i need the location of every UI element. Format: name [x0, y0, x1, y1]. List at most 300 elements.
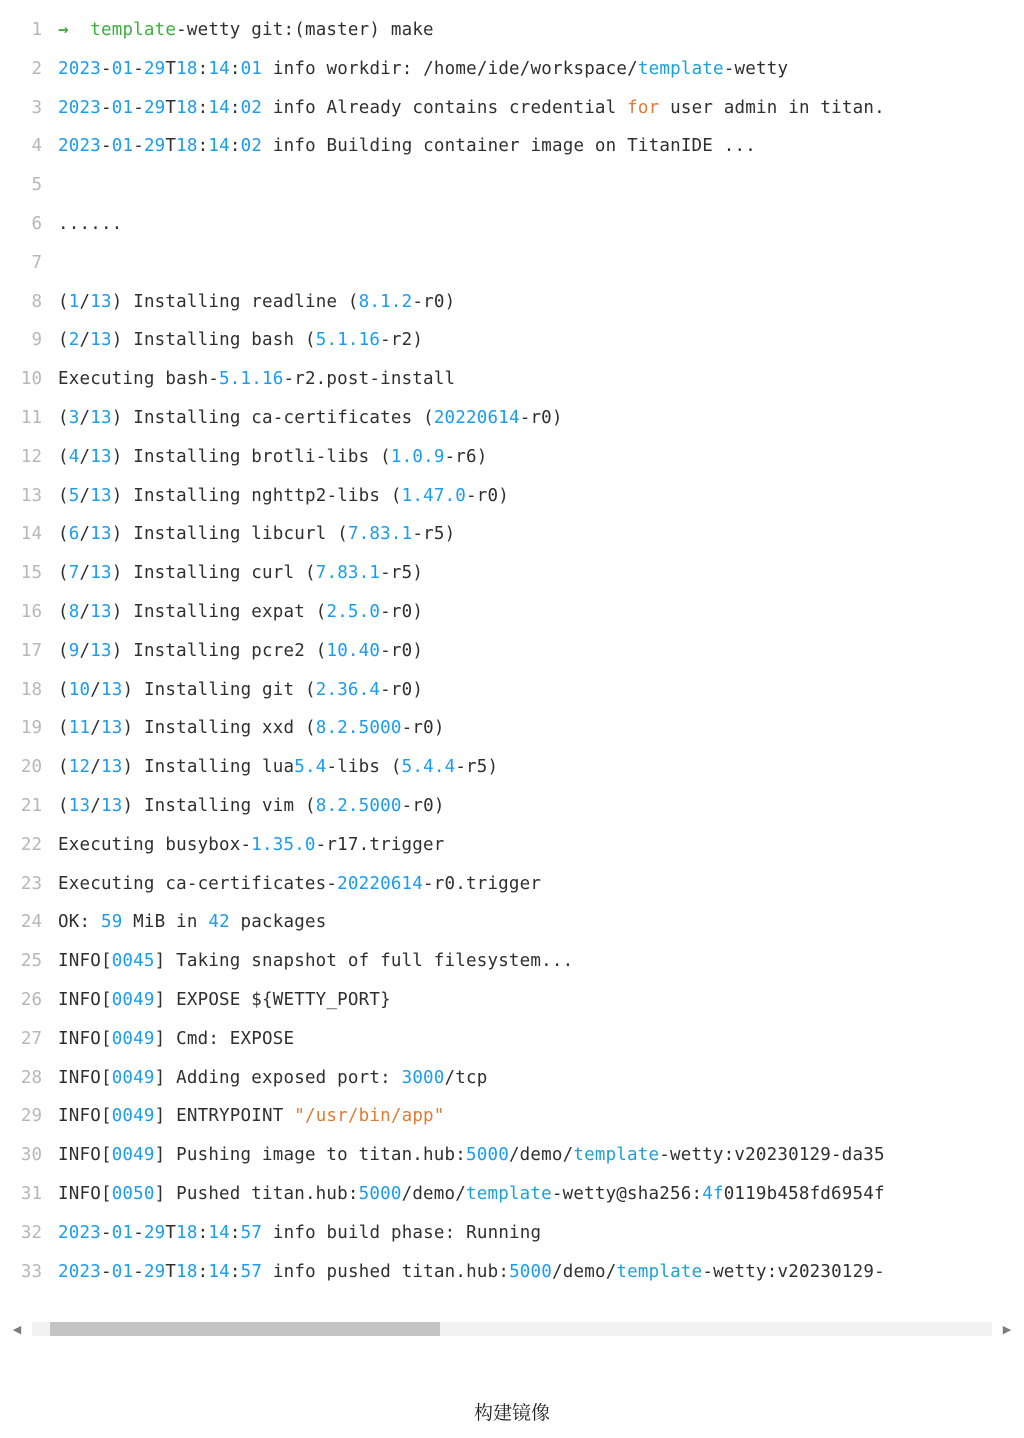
- log-token: /: [90, 679, 101, 700]
- log-token: /demo/: [552, 1261, 617, 1282]
- log-line-text: [58, 718, 1024, 738]
- log-token: 12: [68, 757, 91, 778]
- log-line: [0, 641, 1024, 680]
- log-token: 20220614: [433, 407, 520, 428]
- log-line-text: [58, 447, 1024, 467]
- log-line: [0, 369, 1024, 408]
- log-token: 14: [208, 1261, 230, 1282]
- line-number: 11: [20, 407, 42, 428]
- log-token: /: [90, 795, 101, 816]
- log-token: (: [58, 407, 69, 428]
- log-line: [0, 874, 1024, 913]
- log-token: -wetty git:(master) make: [176, 20, 434, 40]
- log-token: 18: [176, 58, 198, 79]
- log-token: 01: [111, 58, 134, 79]
- log-line-text: [58, 874, 1024, 894]
- log-token: 4: [68, 446, 80, 467]
- log-line-text: [58, 990, 1024, 1010]
- horizontal-scrollbar[interactable]: [0, 1314, 1024, 1344]
- log-token: /: [79, 485, 91, 506]
- line-number: 3: [31, 97, 42, 118]
- log-token: -r5): [412, 524, 456, 545]
- log-token: -: [133, 1222, 144, 1243]
- log-token: T: [165, 136, 177, 157]
- log-token: (: [58, 524, 69, 545]
- log-token: (: [58, 563, 69, 584]
- log-token: INFO[: [58, 1028, 112, 1049]
- log-line: [0, 253, 1024, 292]
- line-number: 18: [20, 679, 42, 700]
- log-token: (: [58, 330, 69, 351]
- log-token: template: [637, 58, 724, 79]
- log-token: 0049: [111, 989, 155, 1010]
- log-line-text: [58, 602, 1024, 622]
- log-token: [69, 20, 90, 40]
- log-token: (: [58, 291, 69, 312]
- log-token: 6: [68, 524, 80, 545]
- line-number: 21: [20, 795, 42, 816]
- log-line-text: [58, 292, 1024, 312]
- log-token: 14: [208, 58, 230, 79]
- log-token: 2.5.0: [326, 601, 381, 622]
- log-token: -r2): [380, 330, 424, 351]
- log-token: -wetty@sha256:: [551, 1183, 703, 1204]
- log-line-text: [58, 214, 1024, 234]
- log-line: [0, 835, 1024, 874]
- log-token: 1.0.9: [390, 446, 445, 467]
- log-token: 2: [68, 330, 80, 351]
- log-line-text: [58, 59, 1024, 79]
- log-line-text: [58, 563, 1024, 583]
- log-token: 01: [111, 136, 134, 157]
- log-token: 13: [90, 601, 112, 622]
- log-line: [0, 486, 1024, 525]
- log-token: 20220614: [337, 873, 424, 894]
- log-token: 0049: [111, 1106, 155, 1127]
- log-line: [0, 718, 1024, 757]
- log-token: 7.83.1: [315, 563, 381, 584]
- line-number: 27: [20, 1028, 42, 1049]
- log-token: 5.4.4: [401, 757, 456, 778]
- log-token: /demo/: [401, 1183, 466, 1204]
- log-token: :: [229, 136, 241, 157]
- log-token: 0050: [111, 1183, 155, 1204]
- scroll-right-arrow-icon[interactable]: ▶: [1002, 1322, 1012, 1336]
- log-token: 0049: [111, 1067, 155, 1088]
- log-token: info Already contains credential: [262, 97, 628, 118]
- log-token: -r6): [444, 446, 488, 467]
- line-number: 23: [20, 873, 42, 894]
- log-token: /: [79, 446, 91, 467]
- log-line-text: [58, 408, 1024, 428]
- log-token: ) Installing git (: [122, 679, 316, 700]
- log-token: -r0): [380, 679, 424, 700]
- log-line-text: [58, 912, 1024, 932]
- line-number: 9: [31, 330, 42, 351]
- log-token: packages: [229, 912, 327, 933]
- log-line: [0, 680, 1024, 719]
- log-token: 18: [176, 97, 198, 118]
- log-token: 18: [176, 1222, 198, 1243]
- log-token: T: [165, 1261, 177, 1282]
- log-line: [0, 1029, 1024, 1068]
- log-token: 2023: [58, 1222, 101, 1243]
- log-token: 1.47.0: [401, 485, 467, 506]
- log-token: :: [229, 1261, 241, 1282]
- log-token: info workdir: /home/ide/workspace/: [262, 58, 638, 79]
- line-number: 2: [31, 58, 42, 79]
- log-token: 13: [90, 446, 112, 467]
- log-line-text: [58, 20, 1024, 40]
- log-line: [0, 912, 1024, 951]
- log-token: 29: [143, 1222, 166, 1243]
- log-token: 01: [111, 97, 134, 118]
- log-token: -r0): [380, 601, 424, 622]
- log-token: 01: [111, 1261, 134, 1282]
- log-line: [0, 136, 1024, 175]
- line-number: 28: [20, 1067, 42, 1088]
- log-token: OK:: [58, 912, 101, 933]
- log-line-text: [58, 369, 1024, 389]
- log-token: :: [197, 1261, 209, 1282]
- log-token: 18: [176, 136, 198, 157]
- log-token: :: [229, 97, 241, 118]
- line-number: 10: [20, 369, 42, 390]
- log-token: Executing busybox-: [58, 834, 252, 855]
- log-token: -r0): [401, 795, 445, 816]
- line-number: 24: [20, 912, 42, 933]
- log-token: ] ENTRYPOINT: [154, 1106, 295, 1127]
- log-token: 0049: [111, 1028, 155, 1049]
- log-token: 10: [68, 679, 91, 700]
- log-token: template: [573, 1145, 660, 1166]
- log-token: 9: [68, 640, 80, 661]
- log-token: ] Pushing image to titan.hub:: [154, 1145, 466, 1166]
- log-token: ) Installing xxd (: [122, 718, 316, 739]
- log-token: -: [100, 136, 112, 157]
- log-token: T: [165, 97, 177, 118]
- log-line: [0, 757, 1024, 796]
- log-token: 10.40: [326, 640, 381, 661]
- log-line: [0, 1106, 1024, 1145]
- scroll-left-arrow-icon[interactable]: ◀: [12, 1322, 22, 1336]
- log-token: Executing ca-certificates-: [58, 873, 338, 894]
- log-token: -r17.trigger: [315, 834, 445, 855]
- log-token: -: [100, 97, 112, 118]
- log-token: -r5): [380, 563, 424, 584]
- line-number: 30: [20, 1145, 42, 1166]
- log-token: Executing bash-: [58, 369, 220, 390]
- log-line-text: [58, 951, 1024, 971]
- log-token: (: [58, 718, 69, 739]
- log-token: /: [79, 330, 91, 351]
- log-token: 13: [68, 795, 91, 816]
- log-token: /: [79, 601, 91, 622]
- log-token: ) Installing expat (: [111, 601, 327, 622]
- log-token: 42: [208, 912, 230, 933]
- log-token: ) Installing vim (: [122, 795, 316, 816]
- log-line-text: [58, 835, 1024, 855]
- line-number: 8: [31, 291, 42, 312]
- log-token: 8: [68, 601, 80, 622]
- line-number: 20: [20, 757, 42, 778]
- log-token: ) Installing curl (: [111, 563, 316, 584]
- log-token: 8.1.2: [358, 291, 413, 312]
- log-token: 5000: [509, 1261, 553, 1282]
- log-token: /: [90, 757, 101, 778]
- log-token: /: [79, 291, 91, 312]
- log-token: -: [133, 136, 144, 157]
- log-token: info Building container image on TitanIDE ...: [262, 136, 756, 157]
- scrollbar-thumb[interactable]: [50, 1322, 440, 1336]
- line-number: 25: [20, 951, 42, 972]
- log-token: -: [133, 97, 144, 118]
- log-token: T: [165, 58, 177, 79]
- log-token: -: [133, 58, 144, 79]
- log-line: [0, 292, 1024, 331]
- line-number: 17: [20, 640, 42, 661]
- log-token: -r0): [401, 718, 445, 739]
- log-line: [0, 1223, 1024, 1262]
- log-token: INFO[: [58, 1067, 112, 1088]
- log-token: -libs (: [326, 757, 402, 778]
- log-token: ) Installing brotli-libs (: [111, 446, 391, 467]
- log-token: 29: [143, 136, 166, 157]
- log-token: "/usr/bin/app": [294, 1106, 445, 1127]
- log-token: -: [100, 1261, 112, 1282]
- log-token: ) Installing pcre2 (: [111, 640, 327, 661]
- log-token: -wetty: [723, 58, 789, 79]
- log-token: 1.35.0: [251, 834, 316, 855]
- log-token: /: [79, 407, 91, 428]
- log-line: [0, 563, 1024, 602]
- line-number: 7: [31, 252, 42, 273]
- log-token: T: [165, 1222, 177, 1243]
- log-token: (: [58, 795, 69, 816]
- log-line: [0, 796, 1024, 835]
- log-line-text: [58, 1029, 1024, 1049]
- log-token: 29: [143, 58, 166, 79]
- log-token: 01: [240, 58, 263, 79]
- log-token: -r5): [455, 757, 499, 778]
- log-line-text: [58, 1068, 1024, 1088]
- log-line-text: [58, 1262, 1024, 1282]
- log-token: :: [197, 1222, 209, 1243]
- log-line-text: [58, 796, 1024, 816]
- log-token: 13: [90, 563, 112, 584]
- log-token: /: [79, 563, 91, 584]
- log-token: INFO[: [58, 951, 112, 972]
- log-token: 7: [68, 563, 80, 584]
- log-token: info pushed titan.hub:: [262, 1261, 510, 1282]
- log-token: ] Adding exposed port:: [154, 1067, 402, 1088]
- log-token: (: [58, 601, 69, 622]
- log-line-text: [58, 1145, 1024, 1165]
- figure-caption: 构建镜像: [473, 1402, 550, 1425]
- log-token: ] Pushed titan.hub:: [154, 1183, 359, 1204]
- log-line: [0, 524, 1024, 563]
- log-line-text: [58, 1106, 1024, 1126]
- log-token: 57: [240, 1261, 263, 1282]
- log-token: ] Taking snapshot of full filesystem...: [154, 951, 574, 972]
- log-token: user admin in titan.: [659, 97, 885, 118]
- log-token: /: [90, 718, 101, 739]
- log-line: [0, 1184, 1024, 1223]
- log-token: INFO[: [58, 1183, 112, 1204]
- log-line-text: [58, 641, 1024, 661]
- line-number: 26: [20, 989, 42, 1010]
- line-number: 12: [20, 446, 42, 467]
- log-token: 13: [100, 757, 123, 778]
- log-token: INFO[: [58, 989, 112, 1010]
- log-token: 5000: [358, 1183, 402, 1204]
- log-line-text: [58, 136, 1024, 156]
- log-token: -: [100, 1222, 112, 1243]
- log-token: -wetty:v20230129-: [702, 1261, 885, 1282]
- log-lines-container[interactable]: [0, 20, 1024, 1300]
- scrollbar-track[interactable]: [32, 1322, 992, 1336]
- log-token: 5: [68, 485, 80, 506]
- log-token: 59: [100, 912, 123, 933]
- log-token: 2023: [58, 136, 101, 157]
- log-line: [0, 951, 1024, 990]
- line-number: 19: [20, 718, 42, 739]
- log-token: /tcp: [444, 1067, 488, 1088]
- log-token: 02: [240, 136, 263, 157]
- log-token: ) Installing readline (: [111, 291, 359, 312]
- log-token: 0119b458fd6954f: [723, 1183, 885, 1204]
- log-line-text: [58, 1223, 1024, 1243]
- log-line-text: [58, 680, 1024, 700]
- log-token: -r0.trigger: [423, 873, 542, 894]
- log-line: [0, 98, 1024, 137]
- log-token: 13: [90, 330, 112, 351]
- log-token: (: [58, 485, 69, 506]
- log-token: (: [58, 640, 69, 661]
- log-token: :: [229, 1222, 241, 1243]
- log-token: -r0): [519, 407, 563, 428]
- log-token: 3000: [401, 1067, 445, 1088]
- log-token: 13: [90, 407, 112, 428]
- log-line-text: [58, 524, 1024, 544]
- line-number: 14: [20, 524, 42, 545]
- log-token: INFO[: [58, 1145, 112, 1166]
- line-number: 29: [20, 1106, 42, 1127]
- line-number: 15: [20, 563, 42, 584]
- log-token: 13: [100, 718, 123, 739]
- line-number: 1: [31, 20, 42, 40]
- line-number: 31: [20, 1183, 42, 1204]
- log-token: :: [229, 58, 241, 79]
- log-token: 13: [100, 679, 123, 700]
- log-token: template: [616, 1261, 703, 1282]
- log-token: -: [100, 58, 112, 79]
- log-token: -r0): [466, 485, 509, 506]
- log-token: 0045: [111, 951, 155, 972]
- log-token: template: [90, 20, 177, 40]
- log-line: [0, 1145, 1024, 1184]
- log-token: 8.2.5000: [315, 718, 402, 739]
- log-token: ) Installing bash (: [111, 330, 316, 351]
- log-line-text: [58, 1184, 1024, 1204]
- log-token: ] Cmd: EXPOSE: [154, 1028, 295, 1049]
- log-line: [0, 1262, 1024, 1301]
- log-token: /: [79, 640, 91, 661]
- log-token: 57: [240, 1222, 263, 1243]
- log-token: 8.2.5000: [315, 795, 402, 816]
- log-line: [0, 20, 1024, 59]
- log-token: (: [58, 446, 69, 467]
- log-token: →: [58, 20, 69, 40]
- log-token: 29: [143, 97, 166, 118]
- log-token: ) Installing libcurl (: [111, 524, 348, 545]
- log-token: 2023: [58, 58, 101, 79]
- log-line: [0, 175, 1024, 214]
- log-token: 5.4: [294, 757, 327, 778]
- log-token: -r2.post-install: [283, 369, 456, 390]
- log-token: ) Installing ca-certificates (: [111, 407, 434, 428]
- log-token: 3: [68, 407, 80, 428]
- log-token: 14: [208, 1222, 230, 1243]
- log-token: 4f: [702, 1183, 724, 1204]
- log-token: ] EXPOSE ${WETTY_PORT}: [154, 989, 391, 1010]
- log-token: /: [79, 524, 91, 545]
- log-token: ......: [58, 213, 123, 234]
- log-line: [0, 602, 1024, 641]
- log-token: 14: [208, 97, 230, 118]
- log-token: 02: [240, 97, 263, 118]
- log-line: [0, 408, 1024, 447]
- line-number: 32: [20, 1222, 42, 1243]
- log-token: /demo/: [508, 1145, 574, 1166]
- log-line-text: [58, 486, 1024, 506]
- log-token: 11: [68, 718, 91, 739]
- log-token: :: [197, 136, 209, 157]
- line-number: 5: [31, 175, 42, 196]
- log-token: 18: [176, 1261, 198, 1282]
- log-line-text: [58, 98, 1024, 118]
- log-line: [0, 214, 1024, 253]
- line-number: 6: [31, 213, 42, 234]
- log-token: 01: [111, 1222, 134, 1243]
- log-token: :: [197, 97, 209, 118]
- log-token: INFO[: [58, 1106, 112, 1127]
- line-number: 33: [20, 1261, 42, 1282]
- log-token: (: [58, 679, 69, 700]
- log-token: 2023: [58, 1261, 101, 1282]
- log-token: 7.83.1: [347, 524, 413, 545]
- log-token: 14: [208, 136, 230, 157]
- line-number: 13: [20, 485, 42, 506]
- log-token: template: [466, 1183, 552, 1204]
- log-line: [0, 447, 1024, 486]
- log-token: 13: [90, 640, 112, 661]
- log-token: 0049: [111, 1145, 155, 1166]
- log-token: MiB in: [122, 912, 209, 933]
- log-token: 13: [90, 524, 112, 545]
- log-token: 5.1.16: [315, 330, 381, 351]
- line-number: 4: [31, 136, 42, 157]
- log-token: 5000: [465, 1145, 509, 1166]
- log-token: 13: [90, 485, 112, 506]
- log-token: 13: [90, 291, 112, 312]
- log-line: [0, 1068, 1024, 1107]
- log-token: for: [627, 97, 660, 118]
- log-token: 29: [143, 1261, 166, 1282]
- log-line: [0, 990, 1024, 1029]
- log-token: 2023: [58, 97, 101, 118]
- log-line-text: [58, 757, 1024, 777]
